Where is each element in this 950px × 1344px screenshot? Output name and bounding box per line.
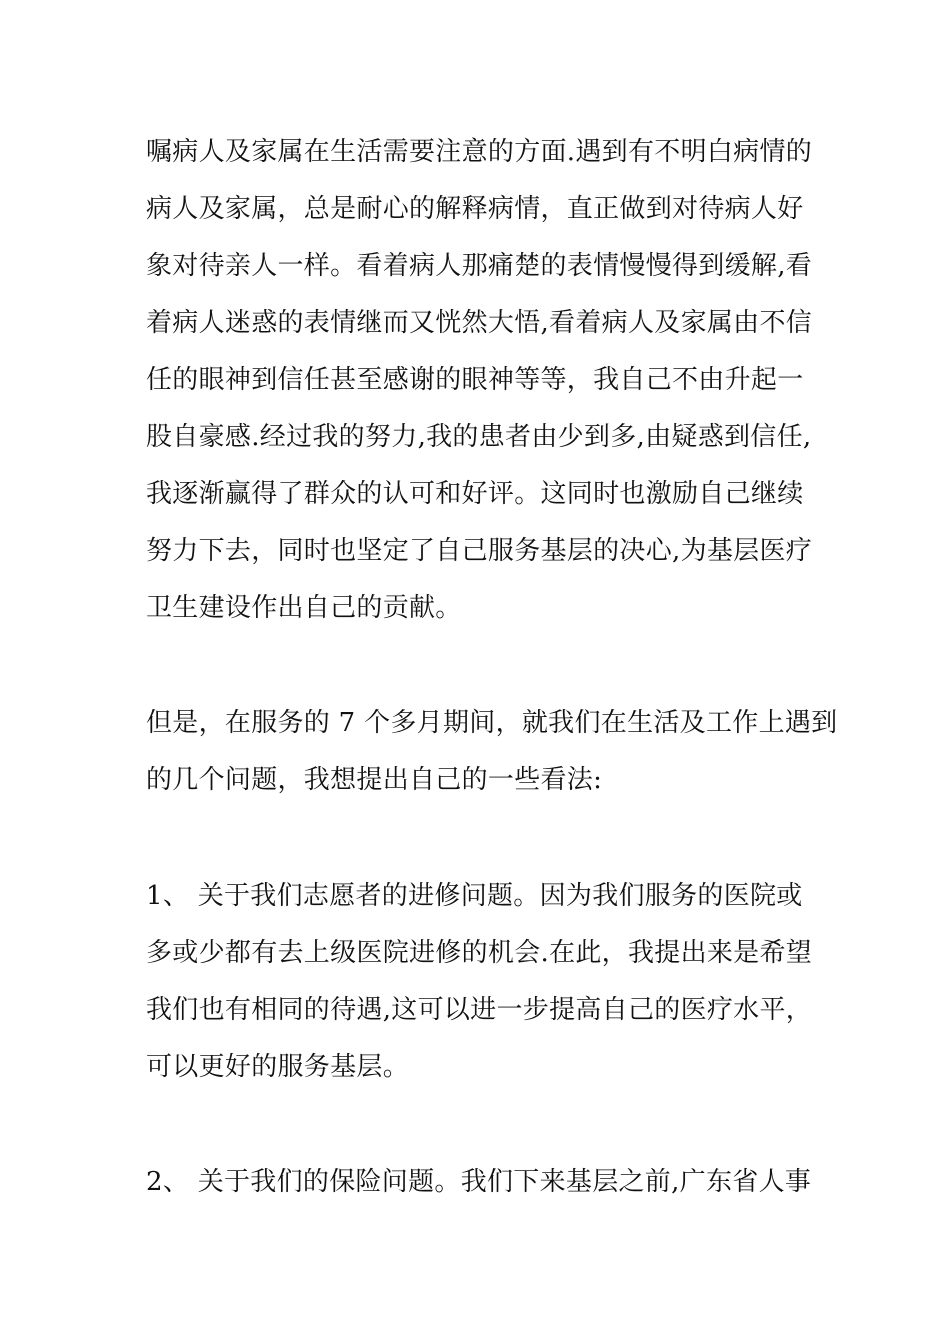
text-line: 我逐渐赢得了群众的认可和好评。这同时也激励自己继续 (146, 479, 804, 509)
text-line: 我们也有相同的待遇,这可以进一步提高自己的医疗水平， (146, 995, 813, 1025)
text-line: 卫生建设作出自己的贡献。 (146, 593, 462, 623)
text-line: 任的眼神到信任甚至感谢的眼神等等，我自己不由升起一 (146, 365, 804, 395)
text-line: 1、 关于我们志愿者的进修问题。因为我们服务的医院或 (146, 881, 803, 911)
text-line: 多或少都有去上级医院进修的机会.在此，我提出来是希望 (146, 938, 813, 968)
text-line: 可以更好的服务基层。 (146, 1052, 410, 1082)
text-line: 2、 关于我们的保险问题。我们下来基层之前,广东省人事 (146, 1167, 812, 1197)
text-line: 的几个问题，我想提出自己的一些看法: (146, 765, 603, 795)
text-line: 股自豪感.经过我的努力,我的患者由少到多,由疑惑到信任, (146, 422, 812, 452)
text-line: 着病人迷惑的表情继而又恍然大悟,看着病人及家属由不信 (146, 308, 813, 338)
text-line: 嘱病人及家属在生活需要注意的方面.遇到有不明白病情的 (146, 137, 813, 167)
text-line: 病人及家属，总是耐心的解释病情，直正做到对待病人好 (146, 194, 804, 224)
text-line: 但是，在服务的 7 个多月期间，就我们在生活及工作上遇到 (146, 708, 838, 738)
text-line: 努力下去，同时也坚定了自己服务基层的决心,为基层医疗 (146, 536, 813, 566)
text-line: 象对待亲人一样。看着病人那痛楚的表情慢慢得到缓解,看 (146, 251, 813, 281)
